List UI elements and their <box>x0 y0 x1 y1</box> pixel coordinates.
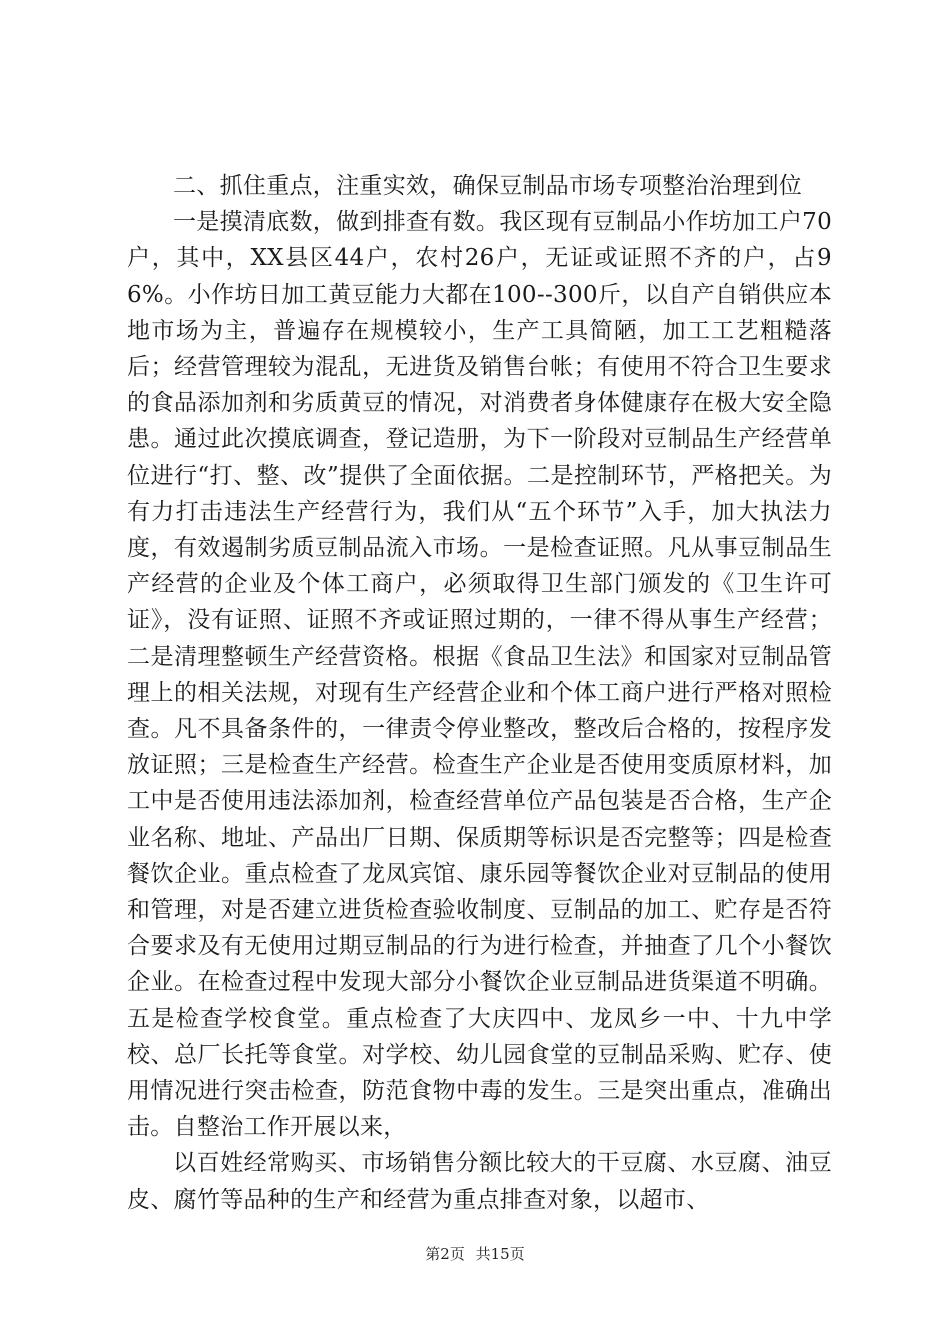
page-total: 共15页 <box>475 1245 525 1263</box>
document-body <box>127 168 832 1218</box>
page-number: 第2页 <box>425 1245 465 1263</box>
section-heading-paragraph: 二、抓住重点，注重实效，确保豆制品市场专项整治治理到位 <box>173 173 803 199</box>
body-paragraph: 一是摸清底数，做到排查有数。我区现有豆制品小作坊加工户70户，其中，XX县区44户，农村26户，无证或证照不齐的户，占96%。小作坊日加工黄豆能力大都在100--300斤，以自产自销供应本地市场为主，普遍存在规模较小，生产工具简陋，加工工艺粗糙落后；经营管理较为混乱，无进货及销售台帐；有使用不符合卫生要求的食品添加剂和劣质黄豆的情况，对消费者身体健康存在极大安全隐患。通过此次摸底调查，登记造册，为下一阶段对豆制品生产经营单位进行“打、整、改”提供了全面依据。二是控制环节，严格把关。为有力打击违法生产经营行为，我们从“五个环节”入手，加大执法力度，有效遏制劣质豆制品流入市场。一是检查证照。凡从事豆制品生产经营的企业及个体工商户，必须取得卫生部门颁发的《卫生许可证》，没有证照、证照不齐或证照过期的，一律不得从事生产经营；二是清理整顿生产经营资格。根据《食品卫生法》和国家对豆制品管理上的相关法规，对现有生产经营企业和个体工商户进行严格对照检查。凡不具备条件的，一律责令停业整改，整改后合格的，按程序发放证照；三是检查生产经营。检查生产企业是否使用变质原材料，加工中是否使用违法添加剂，检查经营单位产品包装是否合格，生产企业名称、地址、产品出厂日期、保质期等标识是否完整等；四是检查餐饮企业。重点检查了龙凤宾馆、康乐园等餐饮企业对豆制品的使用和管理，对是否建立进货检查验收制度、豆制品的加工、贮存是否符合要求及有无使用过期豆制品的行为进行检查，并抽查了几个小餐饮企业。在检查过程中发现大部分小餐饮企业豆制品进货渠道不明确。五是检查学校食堂。重点检查了大庆四中、龙凤乡一中、十九中学校、总厂长托等食堂。对学校、幼儿园食堂的豆制品采购、贮存、使用情况进行突击检查，防范食物中毒的发生。三是突出重点，准确出击。自整治工作开展以来， <box>127 209 832 1141</box>
body-paragraph-continued: 以百姓经常购买、市场销售分额比较大的干豆腐、水豆腐、油豆皮、腐竹等品种的生产和经营为重点排查对象，以超市、 <box>127 1150 832 1213</box>
page-footer <box>0 1243 950 1264</box>
